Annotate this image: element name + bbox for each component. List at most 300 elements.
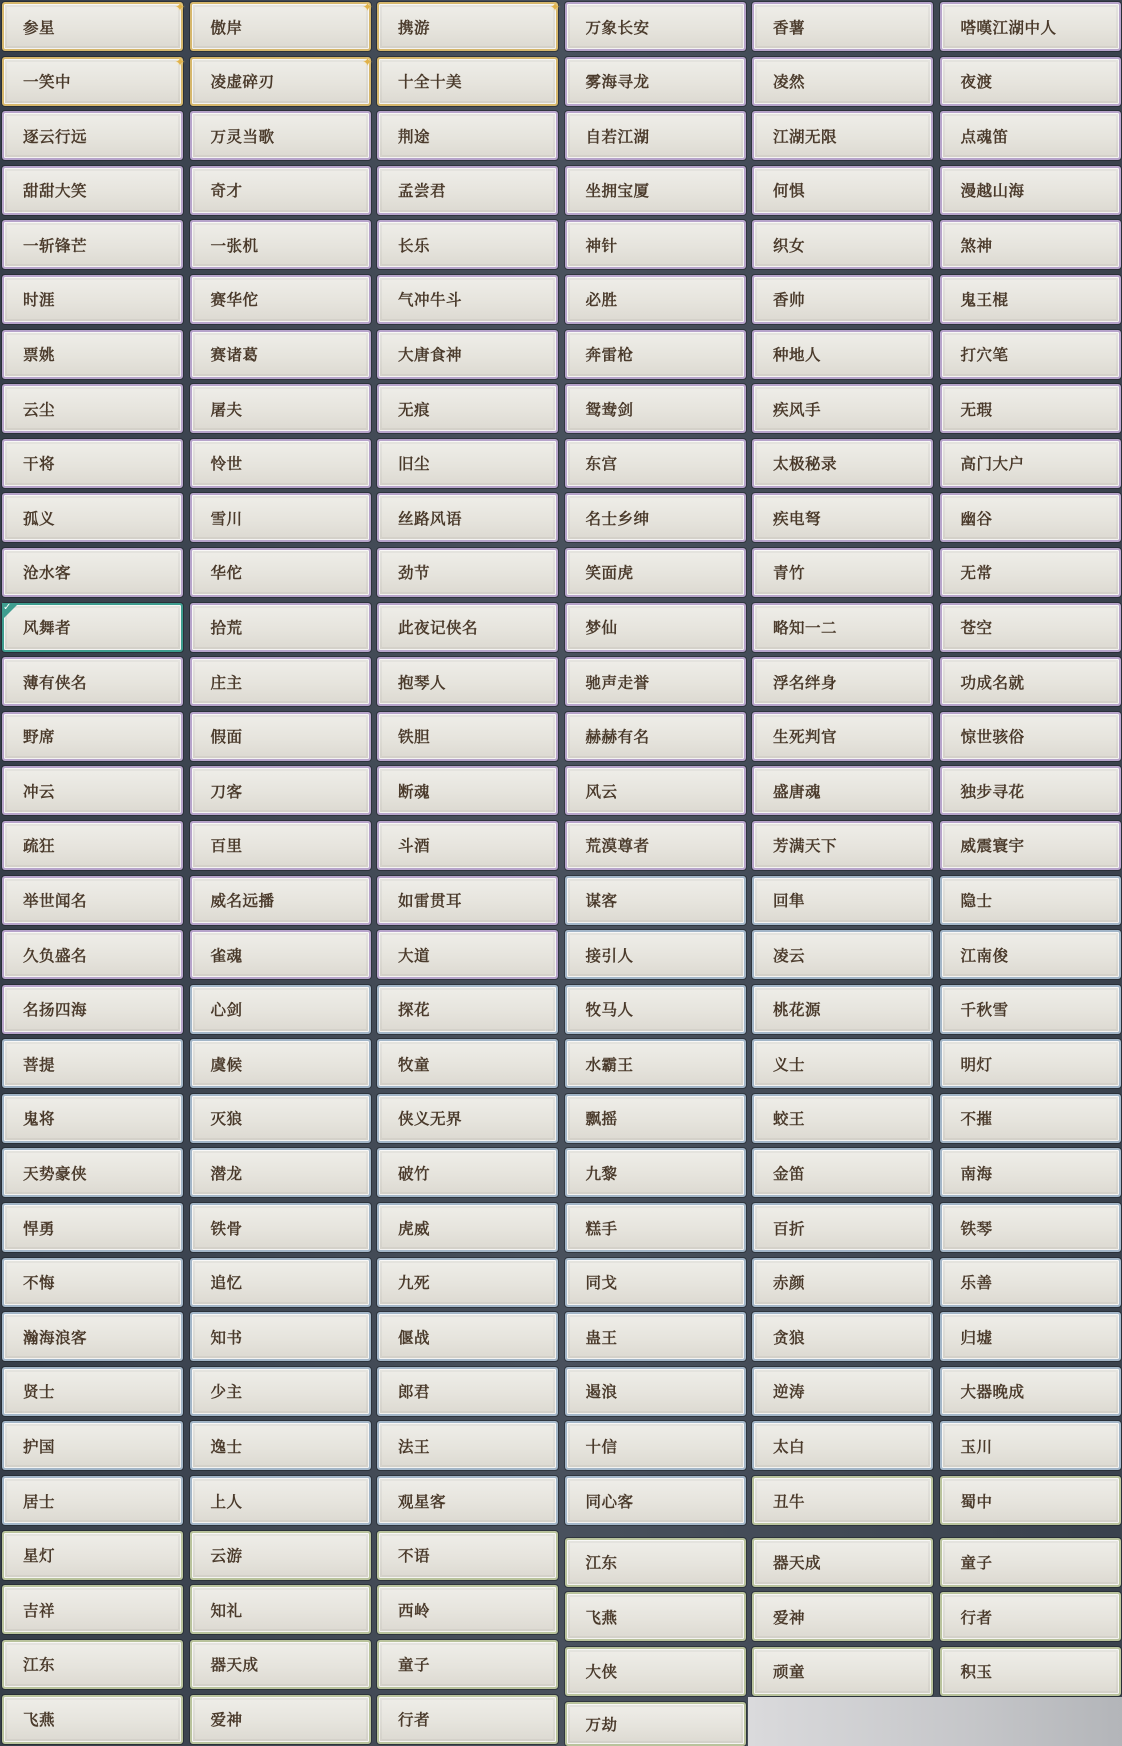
title-card-label: 太白	[773, 1437, 806, 1456]
title-card[interactable]	[752, 766, 933, 815]
title-card-label: 牧马人	[585, 1001, 634, 1020]
title-card-label: 鬼王棍	[960, 291, 1009, 310]
title-card[interactable]	[190, 57, 371, 106]
title-card[interactable]	[940, 985, 1121, 1034]
title-card[interactable]	[565, 985, 746, 1034]
title-card-label: 潜龙	[210, 1164, 243, 1183]
title-card-label: 器天成	[773, 1554, 822, 1573]
title-card-label: 举世闻名	[23, 892, 88, 910]
title-card[interactable]	[190, 1367, 371, 1416]
title-card[interactable]	[2, 1421, 183, 1470]
title-card[interactable]	[752, 876, 933, 925]
title-card[interactable]	[377, 1312, 558, 1361]
title-card[interactable]	[2, 548, 183, 597]
title-card-label: 乐善	[960, 1274, 993, 1293]
title-card[interactable]	[940, 220, 1121, 269]
title-card-label: 参星	[23, 18, 56, 37]
title-card[interactable]	[940, 548, 1121, 597]
title-card[interactable]	[752, 1647, 933, 1696]
title-card[interactable]	[2, 1695, 183, 1744]
title-card[interactable]	[190, 1531, 371, 1580]
title-card-label: 青竹	[773, 564, 806, 583]
title-card[interactable]	[190, 985, 371, 1034]
title-card[interactable]	[565, 1367, 746, 1416]
title-card[interactable]	[190, 1421, 371, 1470]
title-card[interactable]	[190, 384, 371, 433]
title-card-label: 傲岸	[210, 18, 243, 37]
title-card[interactable]	[752, 603, 933, 652]
title-card[interactable]	[940, 384, 1121, 433]
title-card-label: 大唐食神	[398, 346, 463, 365]
title-card-label: 飞燕	[585, 1608, 618, 1627]
title-card[interactable]	[377, 1640, 558, 1689]
title-card[interactable]	[190, 330, 371, 379]
title-card[interactable]	[752, 1421, 933, 1470]
star-ornament-icon	[175, 56, 185, 68]
title-card[interactable]	[190, 766, 371, 815]
title-card-label: 风舞者	[23, 619, 72, 638]
title-card-label: 凌然	[773, 73, 806, 92]
title-card[interactable]	[565, 1148, 746, 1197]
title-card[interactable]	[190, 111, 371, 160]
title-card-label: 旧尘	[398, 455, 431, 474]
title-card[interactable]	[752, 1367, 933, 1416]
title-card[interactable]	[940, 493, 1121, 542]
title-card[interactable]	[565, 330, 746, 379]
title-card-label: 顽童	[773, 1663, 806, 1682]
title-card-label: 无瑕	[960, 400, 993, 419]
title-card[interactable]	[377, 57, 558, 106]
title-card-label: 星灯	[23, 1547, 56, 1566]
title-card[interactable]	[2, 275, 183, 324]
title-card[interactable]	[377, 930, 558, 979]
title-card[interactable]	[752, 657, 933, 706]
title-card[interactable]	[2, 1312, 183, 1361]
title-card[interactable]	[190, 876, 371, 925]
title-card[interactable]	[565, 930, 746, 979]
empty-background-area	[748, 1697, 1122, 1746]
title-card-label: 贪狼	[773, 1328, 806, 1347]
title-card-label: 断魂	[398, 782, 431, 801]
title-card[interactable]	[752, 439, 933, 488]
title-card[interactable]	[377, 166, 558, 215]
title-card-label: 假面	[210, 728, 243, 747]
title-card[interactable]	[940, 1592, 1121, 1641]
title-card-label: 童子	[398, 1656, 431, 1675]
title-card[interactable]	[940, 821, 1121, 870]
title-card[interactable]	[752, 1538, 933, 1587]
title-card[interactable]	[565, 603, 746, 652]
title-card-label: 种地人	[773, 346, 822, 365]
title-card-label: 铁琴	[960, 1219, 993, 1238]
title-card[interactable]	[565, 57, 746, 106]
title-card[interactable]	[940, 439, 1121, 488]
title-card[interactable]	[2, 1640, 183, 1689]
title-card[interactable]	[565, 439, 746, 488]
title-card[interactable]	[377, 1367, 558, 1416]
title-card-label: 携游	[398, 18, 431, 37]
title-card-label: 西岭	[398, 1601, 431, 1620]
title-card[interactable]	[565, 876, 746, 925]
title-card[interactable]	[752, 166, 933, 215]
title-card[interactable]	[752, 57, 933, 106]
title-card[interactable]	[190, 930, 371, 979]
title-card[interactable]	[190, 657, 371, 706]
title-card[interactable]	[940, 712, 1121, 761]
title-card-label: 孟尝君	[398, 182, 447, 201]
title-card-label: 义士	[773, 1055, 806, 1074]
title-card[interactable]	[377, 1531, 558, 1580]
title-card[interactable]	[377, 876, 558, 925]
title-card[interactable]	[377, 1094, 558, 1143]
title-card[interactable]	[2, 1367, 183, 1416]
title-card[interactable]	[940, 1367, 1121, 1416]
title-card-label: 野席	[23, 728, 56, 747]
title-card-label: 瀚海浪客	[23, 1328, 88, 1347]
title-card-label: 童子	[960, 1554, 993, 1573]
title-card[interactable]	[2, 821, 183, 870]
title-card[interactable]	[565, 1592, 746, 1641]
title-card-label: 点魂笛	[960, 127, 1009, 146]
title-card[interactable]	[940, 166, 1121, 215]
title-card[interactable]	[190, 1312, 371, 1361]
title-card-label: 桃花源	[773, 1001, 822, 1020]
title-card[interactable]	[752, 493, 933, 542]
title-card-label: 此夜记侠名	[398, 619, 479, 638]
title-card[interactable]	[565, 220, 746, 269]
title-card[interactable]	[565, 111, 746, 160]
title-card[interactable]	[377, 712, 558, 761]
title-card-label: 水霸王	[585, 1055, 634, 1074]
title-card-label: 知礼	[210, 1601, 243, 1620]
title-card[interactable]	[2, 930, 183, 979]
title-card-label: 屠夫	[210, 400, 243, 419]
title-card[interactable]	[752, 384, 933, 433]
title-card[interactable]	[2, 766, 183, 815]
title-card-label: 驰声走誉	[585, 673, 650, 692]
title-card-label: 荒漠尊者	[585, 837, 650, 856]
title-card[interactable]	[752, 1592, 933, 1641]
title-card-label: 东宫	[585, 455, 618, 474]
title-card[interactable]	[190, 548, 371, 597]
title-card[interactable]	[940, 657, 1121, 706]
title-card-label: 菩提	[23, 1055, 56, 1074]
title-card-label: 十全十美	[398, 73, 463, 92]
title-card[interactable]	[940, 1312, 1121, 1361]
title-card[interactable]	[2, 1531, 183, 1580]
title-card-label: 行者	[960, 1608, 993, 1627]
title-card[interactable]	[2, 1585, 183, 1634]
title-card-label: 灭狼	[210, 1110, 243, 1129]
title-card[interactable]	[565, 384, 746, 433]
title-card-label: 破竹	[398, 1164, 431, 1183]
title-card[interactable]	[2, 439, 183, 488]
title-card[interactable]	[2, 111, 183, 160]
title-card[interactable]	[190, 1585, 371, 1634]
title-card[interactable]	[565, 275, 746, 324]
title-card-label: 香薯	[773, 18, 806, 37]
title-card[interactable]	[940, 111, 1121, 160]
title-card-label: 偃战	[398, 1328, 431, 1347]
title-card[interactable]	[565, 1094, 746, 1143]
title-card[interactable]	[377, 657, 558, 706]
title-card[interactable]	[2, 1203, 183, 1252]
title-card-label: 雀魂	[210, 946, 243, 965]
title-card[interactable]	[565, 493, 746, 542]
title-card[interactable]	[2, 57, 183, 106]
title-card[interactable]	[377, 1203, 558, 1252]
title-card[interactable]	[2, 712, 183, 761]
title-card-label: 大道	[398, 946, 431, 965]
star-ornament-icon	[362, 1, 372, 13]
title-card-label: 蜀中	[960, 1492, 993, 1511]
title-card-label: 江湖无限	[773, 127, 838, 146]
title-card-label: 天势豪侠	[23, 1164, 88, 1183]
title-card-label: 十信	[585, 1437, 618, 1456]
title-card[interactable]	[377, 1039, 558, 1088]
title-card-label: 一斩锋芒	[23, 236, 88, 255]
title-card-label: 庄主	[210, 673, 243, 692]
title-card[interactable]	[565, 766, 746, 815]
title-card-label: 独步寻花	[960, 782, 1025, 801]
title-card-label: 九死	[398, 1274, 431, 1293]
title-card-label: 飘摇	[585, 1110, 618, 1129]
title-card-label: 爱神	[210, 1711, 243, 1730]
title-card[interactable]	[190, 1640, 371, 1689]
title-card[interactable]	[752, 275, 933, 324]
star-ornament-icon	[175, 1, 185, 13]
title-card[interactable]	[752, 1094, 933, 1143]
title-card[interactable]	[377, 2, 558, 51]
title-card[interactable]	[565, 1538, 746, 1587]
title-card-label: 逸士	[210, 1437, 243, 1456]
title-card[interactable]	[190, 1695, 371, 1744]
title-card[interactable]	[377, 330, 558, 379]
title-card[interactable]	[190, 1476, 371, 1525]
title-card[interactable]	[940, 603, 1121, 652]
title-card[interactable]	[752, 930, 933, 979]
title-card[interactable]	[2, 493, 183, 542]
title-card[interactable]	[190, 821, 371, 870]
title-card[interactable]	[2, 166, 183, 215]
title-card-label: 薄有侠名	[23, 673, 88, 692]
title-card[interactable]	[377, 821, 558, 870]
title-card[interactable]	[377, 1476, 558, 1525]
title-card[interactable]	[377, 1421, 558, 1470]
title-card[interactable]	[752, 330, 933, 379]
title-card[interactable]	[190, 1203, 371, 1252]
title-card[interactable]	[565, 1312, 746, 1361]
title-card[interactable]	[377, 1258, 558, 1307]
title-card[interactable]	[940, 930, 1121, 979]
title-card-label: 探花	[398, 1001, 431, 1020]
title-card[interactable]	[565, 548, 746, 597]
title-card-label: 铁胆	[398, 728, 431, 747]
title-card-label: 无常	[960, 564, 993, 583]
title-card-label: 百折	[773, 1219, 806, 1238]
title-card[interactable]	[752, 1148, 933, 1197]
title-card[interactable]	[752, 1476, 933, 1525]
title-card[interactable]	[565, 1421, 746, 1470]
title-card[interactable]	[190, 603, 371, 652]
title-card[interactable]	[752, 821, 933, 870]
title-card[interactable]	[565, 1258, 746, 1307]
title-card[interactable]	[2, 2, 183, 51]
title-card[interactable]	[940, 1647, 1121, 1696]
title-card-label: 太极秘录	[773, 455, 838, 474]
title-card[interactable]	[377, 439, 558, 488]
title-card-label: 知书	[210, 1328, 243, 1347]
title-card-label: 票姚	[23, 346, 56, 365]
title-card[interactable]	[565, 657, 746, 706]
title-card[interactable]	[940, 330, 1121, 379]
title-card-label: 万象长安	[585, 18, 650, 37]
title-card[interactable]	[940, 275, 1121, 324]
title-card[interactable]	[940, 1538, 1121, 1587]
title-card[interactable]	[190, 439, 371, 488]
title-card[interactable]	[2, 1476, 183, 1525]
title-card[interactable]	[190, 1039, 371, 1088]
title-card-label: 法王	[398, 1437, 431, 1456]
title-card-label: 鸳鸯剑	[585, 400, 634, 419]
title-card[interactable]	[2, 1148, 183, 1197]
title-card[interactable]	[940, 1039, 1121, 1088]
title-card[interactable]	[377, 985, 558, 1034]
title-card[interactable]	[565, 166, 746, 215]
title-card-label: 神针	[585, 236, 618, 255]
title-card[interactable]	[377, 1585, 558, 1634]
title-card[interactable]	[565, 712, 746, 761]
title-card[interactable]	[940, 1421, 1121, 1470]
title-card-label: 威震寰宇	[960, 837, 1025, 856]
title-card-label: 心剑	[210, 1001, 243, 1020]
title-card-label: 怜世	[210, 455, 243, 474]
title-card[interactable]	[190, 220, 371, 269]
title-card-label: 干将	[23, 455, 56, 474]
title-card[interactable]	[2, 876, 183, 925]
title-card[interactable]	[2, 657, 183, 706]
title-card-label: 盛唐魂	[773, 782, 822, 801]
title-grid	[2, 2, 1121, 1525]
title-card-label: 苍空	[960, 619, 993, 638]
title-card[interactable]	[565, 2, 746, 51]
title-card[interactable]	[565, 1476, 746, 1525]
title-card-label: 劲节	[398, 564, 431, 583]
star-ornament-icon	[362, 56, 372, 68]
title-card-label: 疾风手	[773, 400, 822, 419]
title-card[interactable]	[377, 1695, 558, 1744]
title-card-label: 雪川	[210, 509, 243, 528]
title-card-label: 虎威	[398, 1219, 431, 1238]
title-card[interactable]	[2, 1094, 183, 1143]
check-icon	[2, 603, 19, 620]
title-card[interactable]	[752, 1312, 933, 1361]
title-card[interactable]	[752, 712, 933, 761]
title-card[interactable]	[190, 1094, 371, 1143]
title-card[interactable]	[752, 548, 933, 597]
title-card[interactable]	[190, 1258, 371, 1307]
title-card-selected[interactable]	[2, 603, 183, 652]
title-card[interactable]	[752, 111, 933, 160]
title-card[interactable]	[2, 384, 183, 433]
title-card-label: 凌虚碎刃	[210, 73, 275, 92]
title-card[interactable]	[377, 220, 558, 269]
title-card-label: 器天成	[210, 1656, 259, 1675]
title-card[interactable]	[752, 1203, 933, 1252]
title-card[interactable]	[940, 1094, 1121, 1143]
title-card[interactable]	[565, 1647, 746, 1696]
title-card[interactable]	[940, 876, 1121, 925]
title-card-label: 芳满天下	[773, 837, 838, 856]
title-grid-lower-left	[2, 1531, 558, 1744]
title-card-label: 气冲牛斗	[398, 291, 463, 310]
title-card[interactable]	[2, 985, 183, 1034]
title-card[interactable]	[940, 57, 1121, 106]
title-card[interactable]	[377, 766, 558, 815]
title-card[interactable]	[2, 1258, 183, 1307]
title-card[interactable]	[940, 766, 1121, 815]
title-card-label: 不语	[398, 1547, 431, 1566]
title-card[interactable]	[2, 330, 183, 379]
title-card-label: 疏狂	[23, 837, 56, 856]
title-card[interactable]	[190, 2, 371, 51]
star-ornament-icon	[550, 1, 560, 13]
title-card[interactable]	[940, 2, 1121, 51]
title-card[interactable]	[752, 1258, 933, 1307]
title-card[interactable]	[377, 275, 558, 324]
title-card[interactable]	[752, 985, 933, 1034]
title-card-label: 贤士	[23, 1383, 56, 1402]
title-card[interactable]	[377, 1148, 558, 1197]
title-card[interactable]	[2, 220, 183, 269]
title-card[interactable]	[565, 1039, 746, 1088]
title-card[interactable]	[377, 548, 558, 597]
title-card[interactable]	[190, 1148, 371, 1197]
title-card[interactable]	[752, 220, 933, 269]
title-card[interactable]	[377, 384, 558, 433]
title-card-label: 赫赫有名	[585, 728, 650, 747]
title-card[interactable]	[190, 275, 371, 324]
title-card[interactable]	[940, 1476, 1121, 1525]
title-card-label: 玉川	[960, 1437, 993, 1456]
title-card[interactable]	[940, 1203, 1121, 1252]
title-card-label: 雾海寻龙	[585, 73, 650, 92]
title-card[interactable]	[752, 2, 933, 51]
title-card-label: 疾电弩	[773, 509, 822, 528]
title-card[interactable]	[752, 1039, 933, 1088]
title-card[interactable]	[2, 1039, 183, 1088]
title-card-label: 风云	[585, 782, 618, 801]
title-card[interactable]	[565, 1702, 746, 1746]
title-card[interactable]	[940, 1148, 1121, 1197]
title-card-label: 威名远播	[210, 892, 275, 910]
title-card[interactable]	[377, 603, 558, 652]
title-card-label: 香帅	[773, 291, 806, 310]
title-card[interactable]	[565, 821, 746, 870]
title-card[interactable]	[190, 166, 371, 215]
title-card-label: 坐拥宝厦	[585, 182, 650, 201]
title-card-label: 赛诸葛	[210, 346, 259, 365]
title-card-label: 万劫	[585, 1715, 618, 1734]
title-card[interactable]	[565, 1203, 746, 1252]
title-card[interactable]	[190, 712, 371, 761]
title-card[interactable]	[940, 1258, 1121, 1307]
title-card[interactable]	[377, 493, 558, 542]
title-card[interactable]	[377, 111, 558, 160]
title-card[interactable]	[190, 493, 371, 542]
title-card-label: 逐云行远	[23, 127, 88, 146]
title-card-label: 浮名绊身	[773, 673, 838, 692]
